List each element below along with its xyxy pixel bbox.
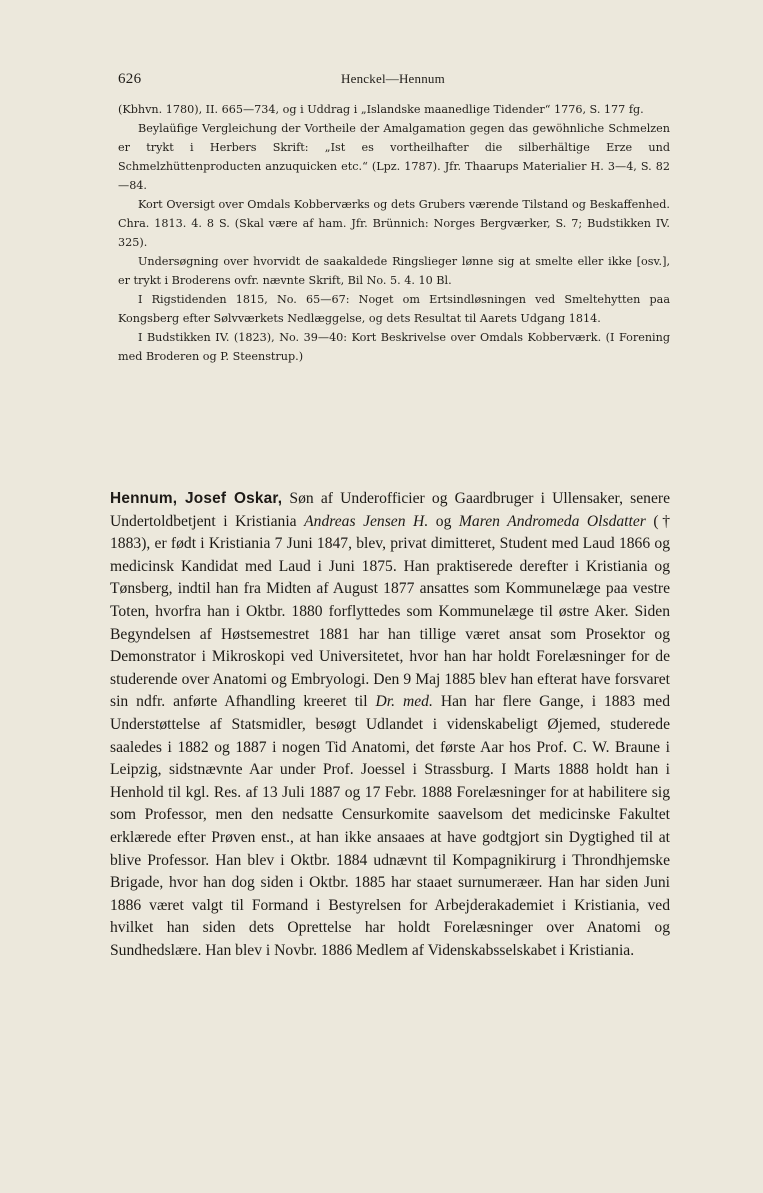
bibliography-entry: I Rigstidenden 1815, No. 65—67: Noget om Ertsindløsningen ved Smeltehytten paa Kongsberg efter Sølvværkets Nedlæggelse, og dets Resultat til Aarets Udgang 1814. (118, 293, 670, 325)
bibliography-entry: (Kbhvn. 1780), II. 665—734, og i Uddrag i „Islandske maanedlige Tidender“ 1776, S. 177 fg. (118, 103, 644, 116)
biography-entry (110, 488, 670, 962)
page-number: 626 (118, 71, 142, 87)
page-header (118, 71, 668, 91)
running-head: Henckel—Hennum (341, 71, 445, 86)
bibliography-entry: Kort Oversigt over Omdals Kobberværks og dets Grubers værende Tilstand og Beskaffenhed. Chra. 1813. 4. 8 S. (Skal være af ham. Jfr. Brünnich: Norges Bergværker, S. 7; Budstikken IV. 325). (118, 198, 670, 249)
entry-text: Han har flere Gange, i 1883 med Understøttelse af Statsmidler, besøgt Udlandet i videnskabeligt Øjemed, studerede saaledes i 1882 og 1887 i nogen Tid Anatomi, det første Aar hos Prof. C. W. Braune i Leipzig, sidstnævnte Aar under Prof. Joessel i Strassburg. I Marts 1888 holdt han i Henhold til kgl. Res. af 13 Juli 1887 og 17 Febr. 1888 Forelæsninger for at habilitere sig som Professor, men den nedsatte Censurkomite saavelsom det medicinske Fakultet erklærede efter Prøven enst., at han ikke ansaaes at have godtgjort sin Dygtighed til at blive Professor. Han blev i Oktbr. 1884 udnævnt til Kompagnikirurg i Throndhjemske Brigade, hvor han dog siden i Oktbr. 1885 har staaet surnumeræer. Han har siden Juni 1886 været valgt til Formand i Bestyrelsen for Arbejderakademiet i Kristiania, ved hvilket han siden dets Oprettelse har holdt Forelæsninger over Anatomi og Sundhedslære. Han blev i Novbr. 1886 Medlem af Videnskabsselskabet i Kristiania. (110, 693, 670, 959)
bibliography-entry: Undersøgning over hvorvidt de saakaldede Ringslieger lønne sig at smelte eller ikke [osv.], er trykt i Broderens ovfr. nævnte Skrift, Bil No. 5. 4. 10 Bl. (118, 255, 670, 287)
mother-name: Maren Andromeda Olsdatter (458, 512, 646, 530)
degree-title: Dr. med. (375, 693, 433, 711)
bibliography-block (118, 100, 670, 366)
bibliography-entry: Beylaüfige Vergleichung der Vortheile der Amalgamation gegen das gewöhnliche Schmelzen er trykt i Herbers Skrift: „Ist es vortheilhafter die silberhältige Erze und Schmelzhüttenproducten anzuquicken etc.“ (Lpz. 1787). Jfr. Thaarups Materialier H. 3—4, S. 82—84. (118, 122, 670, 192)
entry-text: Søn af Underofficier og Gaardbruger i Ullensaker, senere Undertoldbetjent i Kristiania (110, 490, 670, 530)
entry-text: († 1883), er født i Kristiania 7 Juni 1847, blev, privat dimitteret, Student med Laud 1866 og medicinsk Kandidat med Laud i Juni 1875. Han praktiserede derefter i Kristiania og Tønsberg, indtil han fra Midten af August 1877 ansattes som Kommunelæge paa vestre Toten, hvorfra han i Oktbr. 1880 forflyttedes som Kommunelæge til østre Aker. Siden Begyndelsen af Høstsemestret 1881 har han tillige været ansat som Prosektor og Demonstrator i Mikroskopi ved Universitetet, hvor han har holdt Forelæsninger for de studerende over Anatomi og Embryologi. Den 9 Maj 1885 blev han efterat have forsvaret sin ndfr. anførte Afhandling kreeret til (110, 512, 671, 711)
entry-text: og (428, 512, 459, 530)
entry-name: Hennum, Josef Oskar, (110, 490, 283, 507)
father-name: Andreas Jensen H. (304, 512, 429, 530)
bibliography-entry: I Budstikken IV. (1823), No. 39—40: Kort Beskrivelse over Omdals Kobberværk. (I Forening med Broderen og P. Steenstrup.) (118, 331, 670, 363)
